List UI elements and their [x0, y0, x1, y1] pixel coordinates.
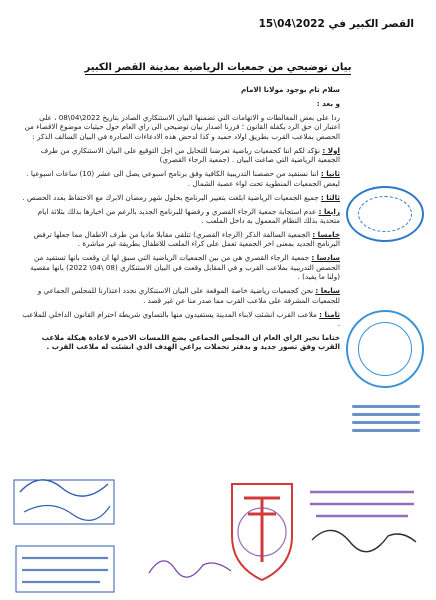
- point-4: [22, 207, 340, 226]
- association-stamp-seal: [346, 310, 424, 388]
- point-3: [22, 193, 340, 202]
- point-5: [22, 230, 340, 249]
- point-6: [22, 253, 340, 281]
- point-6-text: جمعية الرجاء القصري هي من بين الجمعيات الرياضية التي سبق لها ان وقعت بانها تستفيد من الحصص التدريبية بملاعب القرب و في المقابل وقعت في البيان الاستنكاري (08 \04\ 2022) بانها مقصية (ولنا ما يفيد) .: [30, 253, 340, 282]
- intro-paragraph: ردا على بعض المغالطات و الاتهامات التي تضمنها البيان الاستنكاري الصادر بتاريخ 2022\04\08 ، على اعتبار ان حق الرد يكفله القانون ؛ قررنا اصدار بيان توضيحي الى راي العام حول حيثيات موضوع الاقصاء من الحصص بملاعب القرب بطريق اولاد حميد و كذا لدحض هذه الادعاءات الصادرة في البيان السالف الذكر :: [24, 113, 340, 141]
- document-body: [22, 85, 340, 356]
- point-1-label: اولا :: [322, 145, 340, 155]
- point-3-text: جميع الجمعيات الرياضية ابلغت بتغيير البرنامج بحلول شهر رمضان الابرك مع الاحتفاظ بعدد الحصص .: [22, 192, 319, 202]
- point-1-text: نؤكد لكم اننا كجمعيات رياضية تعرضنا للتحايل من اجل التوقيع على البيان الاستنكاري من طرف الجمعية الرياضية التي صاغت البيان . (جمعية الرجاء القصري): [40, 145, 340, 165]
- point-3-label: ثالثا :: [320, 192, 340, 202]
- point-1: [22, 146, 340, 165]
- stamp-ring: [358, 196, 412, 232]
- greeting: سلام تام بوجود مولانا الامام: [241, 85, 340, 94]
- document-date: القصر الكبير في 2022\04\15: [258, 18, 414, 30]
- document-title: [0, 62, 436, 73]
- association-stamp-round: [346, 186, 424, 242]
- stamp-text-lines: [310, 492, 414, 516]
- stamp-ring: [358, 322, 412, 376]
- point-7: [22, 286, 340, 305]
- point-8: [22, 310, 340, 329]
- point-5-text: الجمعية السالفة الذكر (الرجاء القصري) تتلقى مقابلا ماديا من طرف الاطفال مما جعلها ترفض البرنامج الجديد بمعنى اخر الجمعية تعمل على كراء الملعب للاطفال بطريقة غير مباشرة .: [33, 230, 340, 249]
- document-title-text: بيان توضيحي من جمعيات الرياضية بمدينة القصر الكبير: [84, 62, 352, 73]
- handwritten-signature-middle: [145, 545, 235, 585]
- stamp-left-bottom: [10, 540, 120, 598]
- stamp-line: [352, 429, 420, 432]
- stamp-line: [352, 413, 420, 416]
- intro-label: و بعد :: [316, 99, 340, 108]
- point-5-label: خامسا :: [312, 230, 340, 240]
- point-4-label: رابعا :: [318, 206, 340, 216]
- signature-stroke: [24, 505, 110, 520]
- point-2-text: اننا نستفيد من حصصنا التدريبية الكافية وفق برنامج اسبوعي يصل الى عشر (10) ساعات اسبوعيا . لبعض الجمعيات المنطوية تحت لواء عصبة الشمال .: [26, 169, 340, 188]
- point-7-text: نحن كجمعيات رياضية خاصة الموقعة على البيان الاستنكاري نجدد اعتذارنا للمجلس الجماعي و للجمعيات المشرفة على ملاعب القرب مما صدر منا عن غير قصد .: [37, 286, 340, 305]
- stamp-line: [352, 421, 420, 424]
- point-6-label: سادسا :: [311, 253, 340, 263]
- point-7-label: سابعا :: [315, 286, 340, 296]
- point-2-label: ثانيا :: [320, 169, 340, 179]
- point-8-text: ملاعب القرب انشئت لابناء المدينة يستفيدون منها بالتساوي شريطة احترام القانون الداخلي للملاعب .: [22, 309, 340, 329]
- stamp-line: [352, 405, 420, 408]
- closing-paragraph: ختاما نخير الراي العام ان المجلس الجماعي يضع اللمسات الاخيرة لاعادة هيكلة ملاعب القرب وفق تصور جديد و بدفتر تحملات يراعي الهدف الذي انشئت له ملاعب القرب .: [41, 333, 340, 352]
- point-8-label: ثامنا :: [319, 309, 340, 319]
- stamp-and-signature-right: [302, 480, 422, 560]
- signature-stroke: [20, 480, 108, 496]
- signature-stroke: [312, 530, 416, 551]
- stamp-and-signature-left-top: [10, 462, 120, 532]
- point-4-text: عدم استجابة جمعية الرجاء القصري و رفضها للبرنامج الجديد بالرغم من اخبارها بذلك بثلاثة ايام متحدية بذلك النظام المعمول به داخل الملعب .: [37, 206, 340, 226]
- stamp-text-lines: [22, 558, 108, 582]
- signature-stroke: [149, 561, 231, 577]
- association-stamp-rect: [346, 400, 426, 464]
- point-2: [22, 169, 340, 188]
